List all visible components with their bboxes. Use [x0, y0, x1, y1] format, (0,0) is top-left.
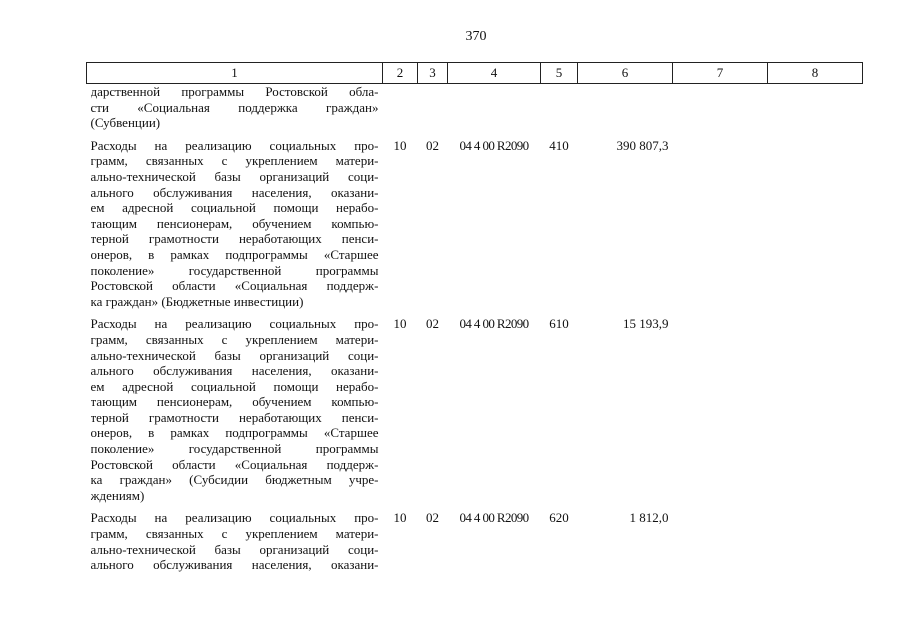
- amount-cell: 390 807,3: [616, 137, 669, 153]
- description-line: ального обслуживания населения, оказани-: [90, 184, 379, 200]
- description-line: сти «Социальная поддержка граждан»: [90, 99, 379, 115]
- description-line: онеров, в рамках подпрограммы «Старшее: [90, 425, 379, 441]
- col7-cell: [673, 131, 768, 310]
- col8-cell: [768, 131, 863, 310]
- description-cell: [87, 503, 383, 572]
- subsection-cell: 02: [426, 137, 439, 153]
- description-line: ка граждан» (Бюджетные инвестиции): [90, 293, 304, 309]
- page-number: 370: [465, 29, 487, 44]
- description-line: тающим пенсионерам, обучением компью-: [90, 394, 379, 410]
- amount-cell: 1 812,0: [629, 510, 669, 526]
- column-header: 2: [383, 63, 418, 84]
- description-line: ем адресной социальной помощи нерабо-: [90, 378, 379, 394]
- description-line: Расходы на реализацию социальных про-: [90, 510, 379, 526]
- subsection-cell: 02: [426, 316, 439, 332]
- col8-cell: [768, 309, 863, 503]
- column-header: 8: [768, 63, 863, 84]
- col7-cell: [673, 503, 768, 572]
- description-line: поколение» государственной программы: [90, 441, 379, 457]
- description-line: дарственной программы Ростовской обла-: [90, 84, 379, 99]
- column-header: 1: [87, 63, 383, 84]
- column-header: 4: [448, 63, 541, 84]
- section-cell: 10: [393, 510, 407, 526]
- section-cell: 10: [393, 137, 407, 153]
- expense-type-cell: 410: [549, 137, 569, 153]
- column-header: 6: [578, 63, 673, 84]
- target-article-cell: 04 4 00 R2090: [459, 316, 529, 332]
- section-cell: 10: [393, 316, 407, 332]
- col8-cell: [768, 503, 863, 572]
- table-row-continued: [87, 84, 863, 131]
- header-row: [87, 63, 863, 84]
- table-row: [87, 503, 863, 572]
- description-line: грамм, связанных с укреплением матери-: [90, 153, 379, 169]
- table-row: [87, 309, 863, 503]
- description-line: терной грамотности неработающих пенси-: [90, 409, 379, 425]
- description-line: ального обслуживания населения, оказани-: [90, 557, 379, 573]
- description-line: онеров, в рамках подпрограммы «Старшее: [90, 246, 379, 262]
- description-line: Расходы на реализацию социальных про-: [90, 316, 379, 332]
- description-cell: [87, 309, 383, 503]
- description-line: Ростовской области «Социальная поддерж-: [90, 456, 379, 472]
- budget-table: [86, 62, 863, 573]
- description-cell: [87, 84, 383, 131]
- column-header: 7: [673, 63, 768, 84]
- target-article-cell: 04 4 00 R2090: [459, 137, 529, 153]
- description-line: поколение» государственной программы: [90, 262, 379, 278]
- description-line: грамм, связанных с укреплением матери-: [90, 331, 379, 347]
- description-line: ально-технической базы организаций соци-: [90, 168, 379, 184]
- description-line: ка граждан» (Субсидии бюджетным учре-: [90, 472, 379, 488]
- amount-cell: 15 193,9: [623, 316, 669, 332]
- description-line: ально-технической базы организаций соци-: [90, 347, 379, 363]
- description-line: ем адресной социальной помощи нерабо-: [90, 200, 379, 216]
- description-line: Ростовской области «Социальная поддерж-: [90, 278, 379, 294]
- column-header: 5: [541, 63, 578, 84]
- subsection-cell: 02: [426, 510, 439, 526]
- column-header: 3: [418, 63, 448, 84]
- description-line: Расходы на реализацию социальных про-: [90, 137, 379, 153]
- description-line: терной грамотности неработающих пенси-: [90, 231, 379, 247]
- description-cell: [87, 131, 383, 310]
- table-row: [87, 131, 863, 310]
- description-line: грамм, связанных с укреплением матери-: [90, 526, 379, 542]
- description-line: ально-технической базы организаций соци-: [90, 541, 379, 557]
- expense-type-cell: 610: [549, 316, 569, 332]
- description-line: ального обслуживания населения, оказани-: [90, 363, 379, 379]
- description-line: тающим пенсионерам, обучением компью-: [90, 215, 379, 231]
- description-line: ждениям): [90, 487, 145, 503]
- target-article-cell: 04 4 00 R2090: [459, 510, 529, 526]
- col7-cell: [673, 309, 768, 503]
- description-line: (Субвенции): [90, 115, 161, 131]
- expense-type-cell: 620: [549, 510, 569, 526]
